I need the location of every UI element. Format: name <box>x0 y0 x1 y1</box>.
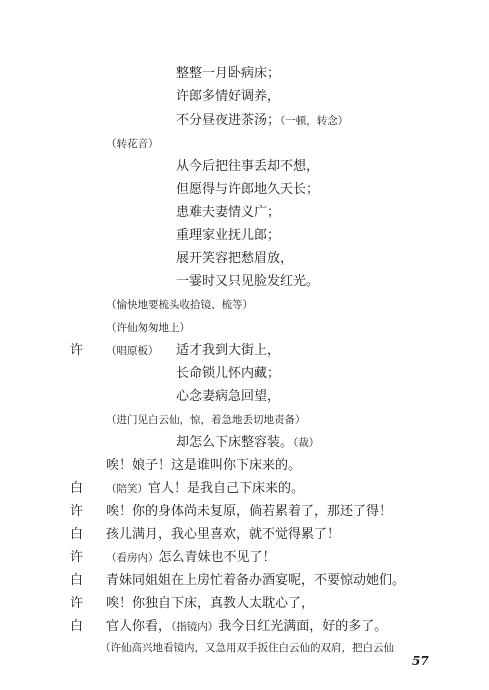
stage-direction: （进门见白云仙，惊，着急地丢切地责备） <box>106 414 306 426</box>
stage-direction: （指镜内） <box>171 621 219 633</box>
stage-direction: （一顿，转念） <box>280 115 349 127</box>
verse-text: 一霎时又只见脸发红光。 <box>176 274 320 289</box>
verse-line <box>176 66 280 82</box>
stage-direction: （唱原板） <box>106 345 159 357</box>
dialogue-text: 孩儿满月，我心里喜欢，就不觉得累了！ <box>106 527 341 542</box>
verse-text: 适才我到大街上， <box>176 343 281 358</box>
verse-text: 许郎多情好调养， <box>176 89 281 104</box>
dialogue-line <box>106 504 392 520</box>
stage-direction-line <box>106 136 159 152</box>
verse-text: 整整一月卧病床； <box>176 66 281 81</box>
verse-line <box>106 343 159 359</box>
dialogue-line <box>106 573 405 589</box>
verse-line <box>176 274 319 290</box>
verse-line <box>176 182 319 198</box>
dialogue-line <box>106 458 301 474</box>
dialogue-line <box>106 481 304 497</box>
verse-line <box>176 205 280 221</box>
speaker-label: 白 <box>70 481 84 496</box>
stage-direction: （许仙高兴地看镜内，又急用双手扳住白云仙的双肩，把白云仙 <box>100 642 394 654</box>
stage-direction: （许仙匆匆地上） <box>106 322 190 334</box>
verse-line <box>176 435 319 451</box>
stage-direction-line <box>106 320 190 336</box>
verse-line <box>176 343 280 359</box>
speaker-label: 许 <box>70 343 84 358</box>
stage-direction: （陪笑） <box>106 483 148 495</box>
dialogue-line <box>106 550 276 566</box>
page-number: 57 <box>412 654 429 668</box>
stage-direction-line <box>106 297 253 313</box>
speaker-label: 白 <box>70 527 84 542</box>
verse-text: 却怎么下床整容装。 <box>176 435 294 450</box>
verse-text: 但愿得与许郎地久天长； <box>176 182 320 197</box>
dialogue-line <box>106 527 340 543</box>
verse-line <box>176 159 319 175</box>
dialogue-line <box>106 596 314 612</box>
stage-direction: （愉快地要梳头收拾镜、梳等） <box>106 299 253 311</box>
verse-text: 从今后把往事丢却不想， <box>176 159 320 174</box>
dialogue-line <box>106 619 387 635</box>
speaker-label: 许 <box>70 596 84 611</box>
stage-direction: （转花音） <box>106 138 159 150</box>
verse-text: 展开笑容把愁眉放， <box>176 251 294 266</box>
dialogue-text: 官人你看， <box>106 619 172 634</box>
verse-line <box>176 228 280 244</box>
speaker-label: 白 <box>70 573 84 588</box>
stage-direction-line <box>106 412 306 428</box>
verse-line <box>176 251 293 267</box>
verse-line <box>176 113 348 129</box>
speaker-label: 许 <box>70 550 84 565</box>
dialogue-text: 青妹同姐姐在上房忙着备办酒宴呢，不要惊动她们。 <box>106 573 406 588</box>
verse-text: 心念妻病急回望， <box>176 389 281 404</box>
dialogue-text: 唉！你的身体尚未复原，倘若累着了，那还了得！ <box>106 504 393 519</box>
verse-line <box>176 366 280 382</box>
dialogue-text: 唉！你独自下床，真教人太耽心了， <box>106 596 315 611</box>
dialogue-text: 官人！是我自己下床来的。 <box>148 481 305 496</box>
dialogue-text: 唉！娘子！这是谁叫你下床来的。 <box>106 458 302 473</box>
verse-line <box>176 89 280 105</box>
speaker-label: 白 <box>70 619 84 634</box>
dialogue-text: 我今日红光满面，好的多了。 <box>218 619 388 634</box>
verse-text: 患难夫妻情义广； <box>176 205 281 220</box>
speaker-label: 许 <box>70 504 84 519</box>
stage-direction: （看房内） <box>106 552 159 564</box>
verse-text: 重理家业抚儿郎； <box>176 228 281 243</box>
stage-direction: （裁） <box>293 437 320 449</box>
verse-text: 长命锁儿怀内藏； <box>176 366 281 381</box>
dialogue-text: 怎么青妹也不见了！ <box>158 550 276 565</box>
stage-direction-line <box>100 640 394 656</box>
verse-text: 不分昼夜进茶汤； <box>176 113 281 128</box>
verse-line <box>176 389 280 405</box>
